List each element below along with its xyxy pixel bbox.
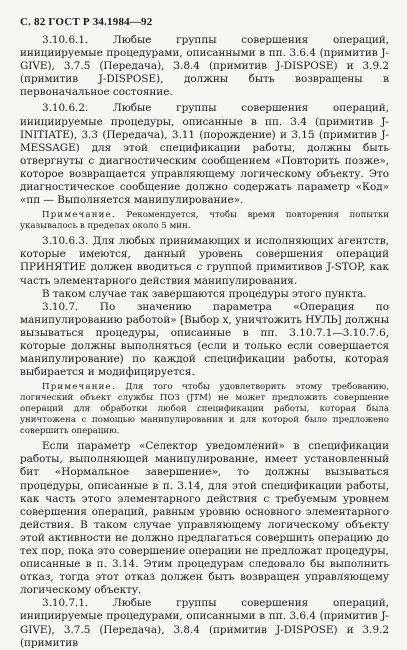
note-label: Примечание. bbox=[42, 210, 116, 221]
paragraph-3-10-6-3: 3.10.6.3. Для любых принимающих и исполняющих агентств, которые имеются, данный уровень совершения операций ПРИНЯТИЕ должен вводиться с группой примитивов J-STOP, как часть элементарного действия манипулирования. bbox=[20, 235, 389, 287]
note-jtm-commit bbox=[20, 382, 389, 437]
paragraph-3-10-6-2: 3.10.6.2. Любые группы совершения операций, инициируемые процедуры, описанные в пп. 3.4 (примитив J-INITIATE), 3.3 (Передача), 3.11 (порождение) и 3.15 (примитив J-MESSAGE) для этой спецификации работы, должны быть отвергнуты с диагностическим сообщением «Повторить позже», которое возвращается управляющему логическому объекту. Это диагностическое сообщение должно содержать параметр «Код» «пп — Выполняется манипулирование». bbox=[20, 102, 389, 207]
paragraph-procedures-end: В таком случае так завершаются процедуры этого пункта. bbox=[42, 287, 367, 300]
paragraph-3-10-7: 3.10.7. По значению параметра «Операция по манипулированию работой» [Выбор x, уничтожить НУЛЬ] должны вызываться процедуры, описанные в пп. 3.10.7.1—3.10.7.6, которые должны выполняться (если и только если совершается манипулирование) по каждой спецификации работы, которая выбирается и модифицируется. bbox=[20, 300, 389, 379]
note-text: Рекомендуется, чтобы время повторения попытки указывалось в пределах около 5 мин. bbox=[20, 210, 389, 232]
paragraph-3-10-6-1: 3.10.6.1. Любые группы совершения операций, инициируемые процедурами, описанными в пп. 3.6.4 (примитив J-GIVE), 3.7.5 (Передача), 3.8.4 (примитив J-DISPOSE) и 3.9.2 (примитив J-DISPOSE), должны быть возвращены в первоначальное состояние. bbox=[20, 34, 389, 99]
paragraph-notification-selector: Если параметр «Селектор уведомлений» в спецификации работы, выполняющей манипулирование, имеет установленный бит «Нормальное завершение», то должны вызываться процедуры, описанные в п. 3.14, для этой спецификации работы, как часть этого элементарного действия с требуемым уровнем совершения операций, равным уровню основного элементарного действия. В таком случае управляющему логическому объекту этой активности не должно предлагаться совершить операцию до тех пор, пока это совершение операции не предложат процедуры, описанные в п. 3.14. Этим процедурам следовало бы выполнить отказ, тогда этот отказ должен быть возвращен управляющему логическому объекту. bbox=[20, 440, 389, 597]
note-text: Для того чтобы удовлетворить этому требованию, логический объект службы ПОЗ (JTM) не может предложить совершение операций для обработки любой спецификации работы, которая была уничтожена с помощью манипулирования и для которой было предложено совершить операцию. bbox=[20, 382, 389, 437]
note-label: Примечание. bbox=[42, 382, 116, 393]
paragraph-3-10-7-1: 3.10.7.1. Любые группы совершения операций, инициируемые процедурами, описанными в пп. 3.6.4 (примитив J-GIVE), 3.7.5 (Передача), 3.8.4 (примитив J-DISPOSE) и 3.9.2 (примитив bbox=[20, 597, 389, 649]
page-header: С. 82 ГОСТ Р 34.1984—92 bbox=[20, 16, 153, 28]
note-retry-time bbox=[20, 210, 389, 232]
